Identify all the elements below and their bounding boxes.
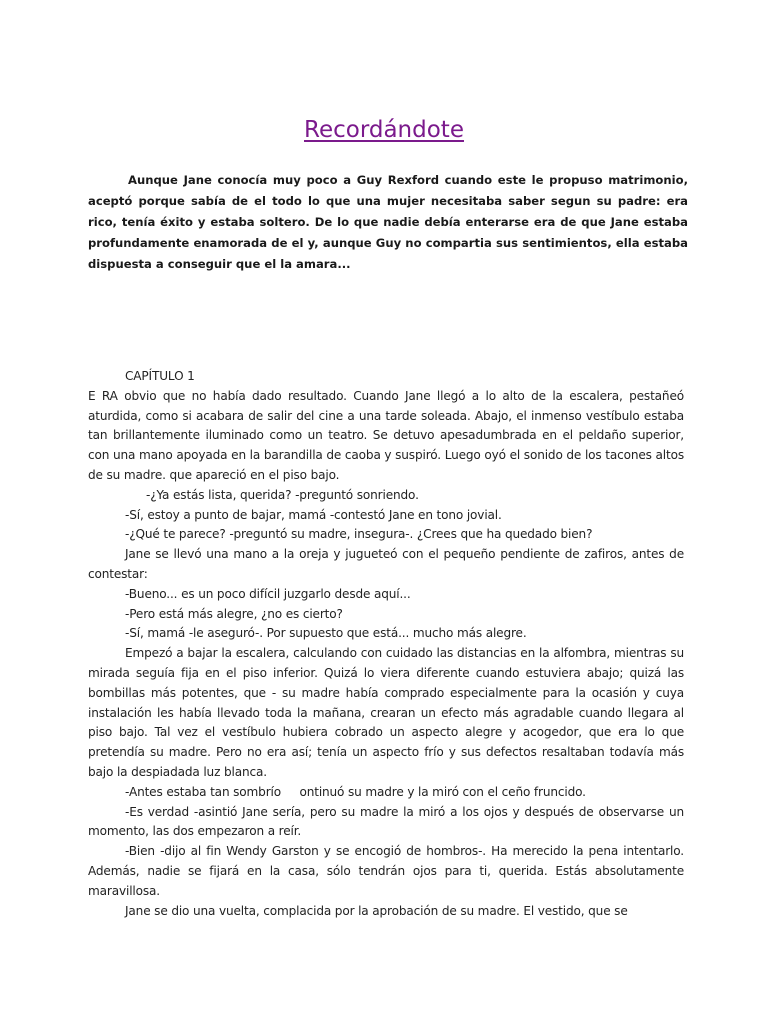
- paragraph-2: -¿Ya estás lista, querida? -preguntó sonriendo.: [146, 487, 419, 502]
- paragraph-4: -¿Qué te parece? -preguntó su madre, insegura-. ¿Crees que ha quedado bien?: [125, 527, 593, 542]
- document-title: Recordándote: [304, 117, 464, 143]
- paragraph-5: Jane se llevó una mano a la oreja y jugueteó con el pequeño pendiente de zafiros, antes de contestar:: [88, 547, 684, 581]
- paragraph-10: -Antes estaba tan sombrío ontinuó su madre y la miró con el ceño fruncido.: [125, 784, 586, 799]
- paragraph-12: -Bien -dijo al fin Wendy Garston y se encogió de hombros-. Ha merecido la pena intentarlo. Además, nadie se fijará en la casa, sólo tendrán ojos para ti, querida. Estás absolutamente maravillosa.: [88, 844, 684, 898]
- paragraph-1: E RA obvio que no había dado resultado. Cuando Jane llegó a lo alto de la escalera, pestañeó aturdida, como si acabara de salir del cine a una tarde soleada. Abajo, el inmenso vestíbulo estaba tan brillantemente iluminado como un teatro. Se detuvo apesadumbrada en el peldaño superior, con una mano apoyada en la barandilla de caoba y suspiró. Luego oyó el sonido de los tacones altos de su madre. que apareció en el piso bajo.: [88, 388, 684, 482]
- paragraph-7: -Pero está más alegre, ¿no es cierto?: [125, 606, 343, 621]
- chapter-heading: CAPÍTULO 1: [125, 369, 195, 383]
- paragraph-3: -Sí, estoy a punto de bajar, mamá -contestó Jane en tono jovial.: [125, 507, 502, 522]
- paragraph-13: Jane se dio una vuelta, complacida por la aprobación de su madre. El vestido, que se: [125, 903, 628, 918]
- chapter-body: [88, 367, 684, 921]
- paragraph-6: -Bueno... es un poco difícil juzgarlo desde aquí...: [125, 586, 411, 601]
- paragraph-9: Empezó a bajar la escalera, calculando con cuidado las distancias en la alfombra, mientras su mirada seguía fija en el piso inferior. Quizá lo viera diferente cuando estuviera abajo; quizá las bombillas más potentes, que - su madre había comprado especialmente para la ocasión y cuya instalación les había llevado toda la mañana, crearan un efecto más agradable cuando llegara al piso bajo. Tal vez el vestíbulo hubiera cobrado un aspecto alegre y acogedor, que era lo que pretendía su madre. Pero no era así; tenía un aspecto frío y sus defectos resaltaban todavía más bajo la despiadada luz blanca.: [88, 646, 684, 779]
- paragraph-8: -Sí, mamá -le aseguró-. Por supuesto que está... mucho más alegre.: [125, 626, 527, 641]
- paragraph-11: -Es verdad -asintió Jane sería, pero su madre la miró a los ojos y después de observarse un momento, las dos empezaron a reír.: [88, 804, 684, 839]
- synopsis-paragraph: Aunque Jane conocía muy poco a Guy Rexford cuando este le propuso matrimonio, aceptó porque sabía de el todo lo que una mujer necesitaba saber segun su padre: era rico, tenía éxito y estaba soltero. De lo que nadie debía enterarse era de que Jane estaba profundamente enamorada de el y, aunque Guy no compartia sus sentimientos, ella estaba dispuesta a conseguir que el la amara...: [88, 173, 688, 271]
